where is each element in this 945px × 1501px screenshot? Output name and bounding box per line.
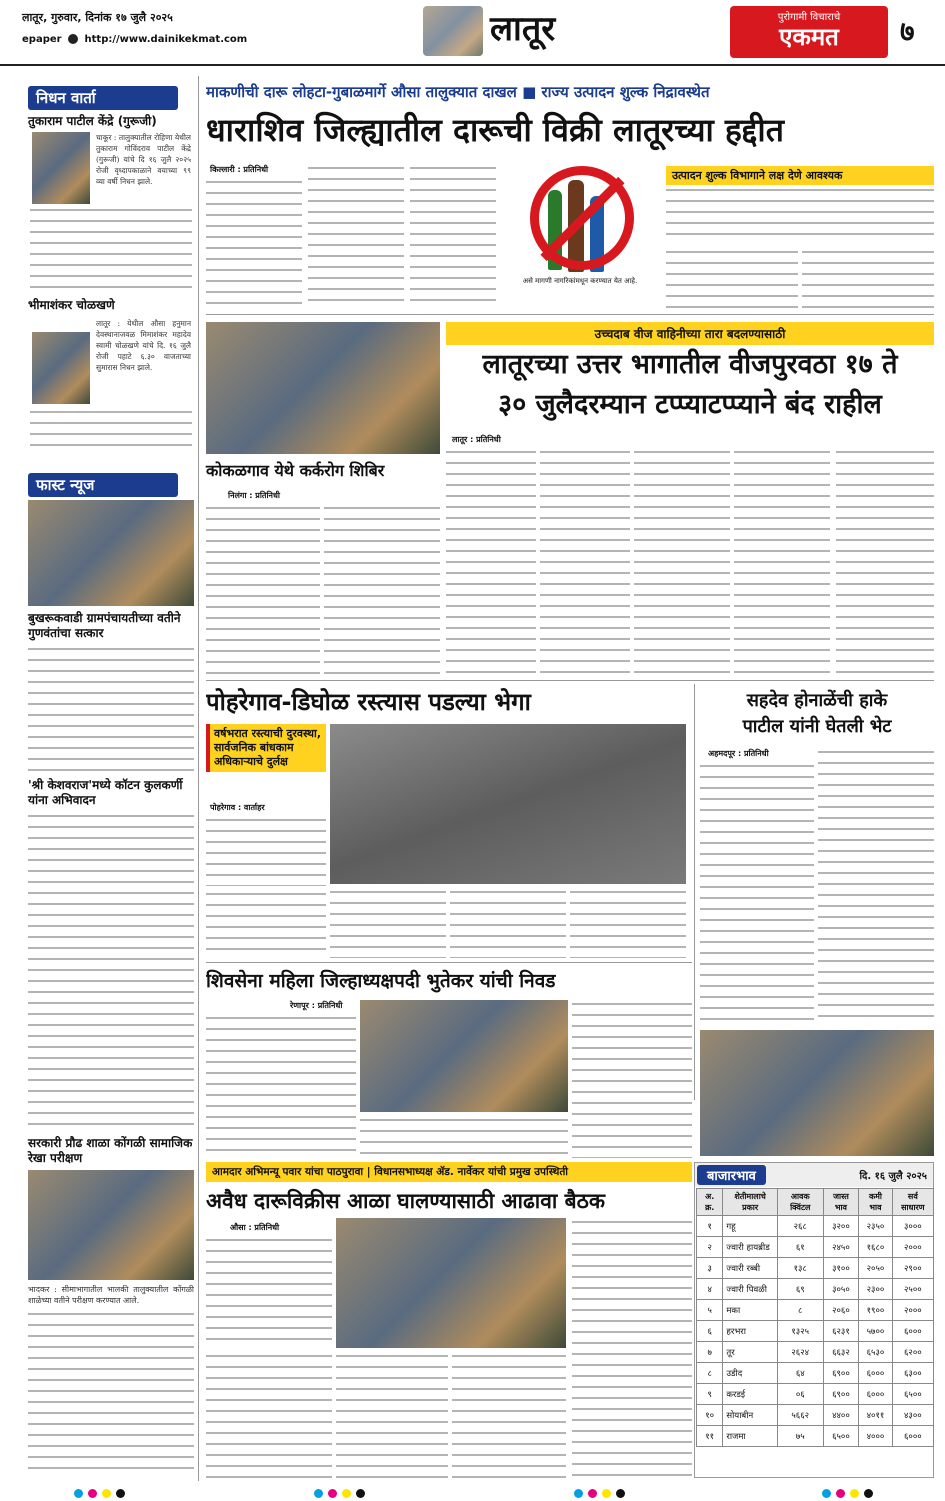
brand-logo: पुरोगामी विचाराचे एकमत [730, 6, 888, 58]
table-row [697, 1405, 934, 1426]
market-cell: ६३०० [892, 1363, 933, 1384]
market-cell: ७ [697, 1342, 723, 1363]
table-row [697, 1237, 934, 1258]
market-cell: ६५०० [823, 1426, 859, 1447]
meeting-col4 [336, 1352, 448, 1480]
market-cell: ज्वारी रब्बी [723, 1258, 778, 1279]
market-cell: ६५०० [892, 1384, 933, 1405]
market-cell: २३०० [859, 1279, 892, 1300]
market-cell: ११ [697, 1426, 723, 1447]
market-box [694, 1162, 934, 1478]
shiv-col1 [206, 1014, 356, 1158]
market-cell: ४३०० [892, 1405, 933, 1426]
sahdev-photo [700, 1030, 934, 1156]
market-cell: ६२३१ [823, 1321, 859, 1342]
market-cell: १० [697, 1405, 723, 1426]
market-column-header: अ. क्र. [697, 1189, 723, 1216]
city-emblem [423, 6, 483, 56]
road-byline: पोहरेगाव : वार्ताहर [210, 803, 265, 812]
road-headline: पोहरेगाव-डिघोळ रस्त्यास पडल्या भेगा [206, 688, 531, 716]
market-cell: २००० [892, 1237, 933, 1258]
yellow-mark [850, 1489, 859, 1498]
mid-rule-1 [206, 680, 934, 681]
camp-col1 [206, 504, 320, 676]
market-cell: २५०० [892, 1279, 933, 1300]
lead-col6 [802, 248, 934, 308]
meeting-col5 [452, 1352, 566, 1480]
sahdev-col1 [700, 762, 814, 1026]
market-cell: १ [697, 1216, 723, 1237]
yellow-mark [602, 1489, 611, 1498]
market-cell: १६८० [859, 1237, 892, 1258]
market-column-header: आवक क्विंटल [777, 1189, 823, 1216]
cyan-mark [74, 1489, 83, 1498]
meeting-byline: औसा : प्रतिनिधी [230, 1223, 280, 1232]
story1-body [28, 645, 194, 775]
market-cell: ३ [697, 1258, 723, 1279]
yellow-mark [102, 1489, 111, 1498]
market-cell: १३८ [777, 1258, 823, 1279]
table-row [697, 1216, 934, 1237]
story3-lead: भादकर : सीमाभागातील भालकी तालुक्यातील कोंगळी शाळेच्या वतीने परीक्षण करण्यात आले. [28, 1285, 194, 1305]
lead-byline: किल्लारी : प्रतिनिधी [210, 165, 269, 174]
magenta-mark [88, 1489, 97, 1498]
market-date: दि. १६ जुलै २०२५ [859, 1171, 927, 1182]
black-mark [116, 1489, 125, 1498]
school-photo [28, 1170, 194, 1280]
market-cell: ६००० [859, 1363, 892, 1384]
obit2-text: लातूर : येथील औसा हनुमान देवस्थानाजवळ मिमाशंकर महादेव स्वामी चोळखणे यांचे दि. १६ जुलै रोजी पहाटे ६.३० वाजताच्या सुमारास निधन झाले. [96, 319, 191, 372]
market-cell: तूर [723, 1342, 778, 1363]
market-column-header: कमी भाव [859, 1189, 892, 1216]
market-cell: २०६० [823, 1300, 859, 1321]
market-column-header: शेतीमालाचे प्रकार [723, 1189, 778, 1216]
market-cell: ८ [777, 1300, 823, 1321]
left-column-rule [198, 76, 199, 1481]
market-cell: ६ [697, 1321, 723, 1342]
power-col1 [446, 448, 536, 676]
market-cell: ६९०० [823, 1384, 859, 1405]
shiv-photo [360, 1000, 568, 1112]
market-cell: ३००० [892, 1216, 933, 1237]
road-col4 [570, 888, 686, 958]
power-kicker: उच्चदाब वीज वाहिनीच्या तारा बदलण्यासाठी [446, 322, 934, 345]
fast-news-header [28, 473, 178, 497]
market-cell: २३५० [859, 1216, 892, 1237]
magenta-mark [836, 1489, 845, 1498]
story2-body [28, 812, 194, 1132]
market-cell: ४४०० [823, 1405, 859, 1426]
cyan-mark [822, 1489, 831, 1498]
market-cell: ४ [697, 1279, 723, 1300]
market-cell: २०५० [859, 1258, 892, 1279]
top-strip: माकणीची दारू लोहटा-गुबाळमार्गे औसा तालुक्यात दाखल ■ राज्य उत्पादन शुल्क निद्रावस्थेत [206, 83, 710, 101]
power-byline: लातूर : प्रतिनिधी [452, 435, 501, 444]
market-cell: ६२०० [892, 1342, 933, 1363]
market-cell: हरभरा [723, 1321, 778, 1342]
road-crack-photo [330, 724, 686, 884]
mid-rule-2 [206, 962, 692, 963]
market-cell: २६८ [777, 1216, 823, 1237]
road-col5 [206, 890, 326, 958]
market-cell: ३१०० [823, 1258, 859, 1279]
market-cell: गहू [723, 1216, 778, 1237]
obit1-photo [32, 132, 90, 204]
market-cell: ६४ [777, 1363, 823, 1384]
market-column-header: जास्त भाव [823, 1189, 859, 1216]
market-cell: १९०० [859, 1300, 892, 1321]
globe-icon [68, 34, 78, 44]
market-cell: ६९०० [823, 1363, 859, 1384]
market-cell: २९०० [892, 1258, 933, 1279]
sahdev-col2 [818, 748, 934, 1026]
market-cell: ७५ [777, 1426, 823, 1447]
market-column-header: सर्व साधारण [892, 1189, 933, 1216]
obit2-photo [32, 332, 90, 404]
table-row [697, 1363, 934, 1384]
obit2-body [30, 408, 192, 450]
yellow-mark [342, 1489, 351, 1498]
lead-subhead: उत्पादन शुल्क विभागाने लक्ष देणे आवश्यक [666, 166, 934, 185]
market-cell: उडीद [723, 1363, 778, 1384]
dateline: लातूर, गुरुवार, दिनांक १७ जुलै २०२५ [22, 11, 173, 24]
camp-top-photo [206, 322, 440, 454]
meeting-col2 [572, 1218, 692, 1480]
shiv-col3 [572, 1000, 692, 1158]
market-cell: करडई [723, 1384, 778, 1405]
power-col2 [540, 448, 630, 676]
sahdev-headline-1: सहदेव होनाळेंची हाके [746, 690, 888, 711]
camp-headline: कोकळगाव येथे कर्करोग शिबिर [206, 461, 385, 480]
table-row [697, 1384, 934, 1405]
lead-col4 [666, 186, 934, 242]
market-cell: ३०५० [823, 1279, 859, 1300]
market-cell: २६२४ [777, 1342, 823, 1363]
road-col3 [450, 888, 566, 958]
market-cell: ६००० [892, 1426, 933, 1447]
road-col2 [330, 888, 446, 958]
market-cell: ६९ [777, 1279, 823, 1300]
road-col1 [206, 816, 326, 886]
market-cell: २००० [892, 1300, 933, 1321]
camp-col2 [324, 504, 440, 676]
obit1-name: तुकाराम पाटील केंद्रे (गुरूजी) [28, 114, 157, 128]
market-cell: ६६३२ [823, 1342, 859, 1363]
table-row [697, 1426, 934, 1447]
lead-rule [206, 314, 934, 315]
story3-body [28, 1310, 194, 1478]
magenta-mark [328, 1489, 337, 1498]
market-cell: ५६६२ [777, 1405, 823, 1426]
cyan-mark [314, 1489, 323, 1498]
obit1-text: चाकूर : तालुक्यातील रोहिणा येथील तुकाराम गोविंदराव पाटील केंद्रे (गुरूजी) यांचे दि १६ जुलै २०२५ रोजी वृध्दापकाळाने वयाच्या ९९ व्या वर्षी निधन झाले. [96, 133, 191, 186]
market-cell: ४००० [859, 1426, 892, 1447]
story2-title: 'श्री केशवराज'मध्ये कॉटन कुलकर्णी यांना अभिवादन [28, 778, 183, 807]
market-cell: ९ [697, 1384, 723, 1405]
market-cell: २४५० [823, 1237, 859, 1258]
sahdev-byline: अहमदपूर : प्रतिनिधी [708, 749, 769, 758]
story3-title: सरकारी प्रौढ शाळा कोंगळी सामाजिक रेखा परीक्षण [28, 1136, 193, 1165]
city-name: लातूर [490, 9, 556, 49]
shiv-byline: रेणापूर : प्रतिनिधी [290, 1001, 343, 1010]
lead-col2 [308, 164, 404, 308]
felicitation-photo [28, 500, 194, 606]
market-cell: ६५३० [859, 1342, 892, 1363]
market-cell: ८ [697, 1363, 723, 1384]
table-row [697, 1279, 934, 1300]
market-cell: ३२०० [823, 1216, 859, 1237]
epaper-link[interactable]: epaper http://www.dainikekmat.com [22, 34, 248, 45]
market-cell: मका [723, 1300, 778, 1321]
market-title: बाजारभाव [697, 1165, 766, 1185]
market-cell: ६००० [892, 1321, 933, 1342]
table-row [697, 1342, 934, 1363]
market-cell: राजमा [723, 1426, 778, 1447]
cyan-mark [574, 1489, 583, 1498]
road-side-title: वर्षभरात रस्त्याची दुरवस्था, सार्वजनिक बांधकाम अधिकाऱ्याचे दुर्लक्ष [206, 724, 326, 772]
market-cell: ५ [697, 1300, 723, 1321]
obit2-name: भीमाशंकर चोळखणे [28, 298, 115, 312]
masthead [0, 0, 945, 66]
lead-col1 [206, 178, 302, 308]
power-col4 [734, 448, 830, 676]
market-cell: ६१ [777, 1237, 823, 1258]
black-mark [864, 1489, 873, 1498]
lead-caption: असे मागणी नागरिकांमधून करण्यात येत आहे. [522, 277, 638, 285]
market-cell: सोयाबीन [723, 1405, 778, 1426]
sahdev-headline-2: पाटील यांनी घेतली भेट [742, 716, 892, 737]
meeting-col3 [206, 1352, 332, 1480]
table-row [697, 1300, 934, 1321]
shiv-headline: शिवसेना महिला जिल्हाध्यक्षपदी भुतेकर यांची निवड [206, 970, 556, 992]
black-mark [616, 1489, 625, 1498]
market-cell: ज्वारी पिवळी [723, 1279, 778, 1300]
nidhan-header [28, 86, 188, 110]
obit1-body [30, 206, 192, 294]
fast-news-label: फास्ट न्यूज [28, 473, 178, 497]
market-cell: १३२५ [777, 1321, 823, 1342]
power-headline-1: लातूरच्या उत्तर भागातील वीजपुरवठा १७ ते [482, 349, 898, 380]
shiv-col2 [360, 1116, 568, 1158]
meeting-photo [336, 1218, 566, 1348]
lead-headline: धाराशिव जिल्ह्यातील दारूची विक्री लातूरच्या हद्दीत [206, 111, 784, 149]
market-cell: ६००० [859, 1384, 892, 1405]
market-cell: २ [697, 1237, 723, 1258]
lead-col3 [410, 164, 496, 308]
camp-byline: निलंगा : प्रतिनिधी [228, 491, 280, 500]
market-header [695, 1163, 933, 1187]
market-cell: ५७०० [859, 1321, 892, 1342]
lead-col5 [666, 248, 798, 308]
market-cell: ज्वारी हायब्रीड [723, 1237, 778, 1258]
road-rule [694, 684, 695, 1100]
no-alcohol-graphic [502, 160, 658, 308]
power-headline-2: ३० जुलैदरम्यान टप्प्याटप्प्याने बंद राहील [498, 389, 882, 420]
table-row [697, 1258, 934, 1279]
nidhan-label: निधन वार्ता [28, 86, 178, 110]
meeting-strip: आमदार अभिमन्यू पवार यांचा पाठपुरावा | विधानसभाध्यक्ष ॲड. नार्वेकर यांची प्रमुख उपस्थिती [206, 1162, 692, 1182]
meeting-headline: अवैध दारूविक्रीस आळा घालण्यासाठी आढावा बैठक [206, 1189, 605, 1213]
page-number: ७ [900, 15, 915, 48]
story1-title: बुखरूकवाडी ग्रामपंचायतीच्या वतीने गुणवंतांचा सत्कार [28, 611, 181, 640]
meeting-col1 [206, 1236, 332, 1346]
market-cell: ०६ [777, 1384, 823, 1405]
market-table [696, 1188, 934, 1447]
table-row [697, 1321, 934, 1342]
market-cell: ४०११ [859, 1405, 892, 1426]
magenta-mark [588, 1489, 597, 1498]
black-mark [356, 1489, 365, 1498]
power-col5 [836, 448, 934, 676]
power-col3 [634, 448, 730, 676]
